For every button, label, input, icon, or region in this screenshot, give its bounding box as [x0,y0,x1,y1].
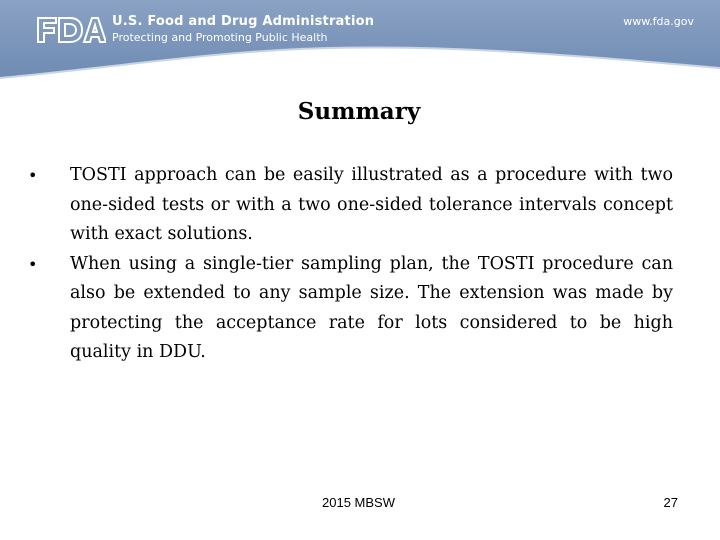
header-banner [0,0,720,80]
bullet-item [28,161,673,250]
agency-tagline: Protecting and Promoting Public Health [112,31,328,44]
page-number: 27 [663,495,678,510]
bullet-marker: • [28,166,38,185]
bullet-item [28,250,673,368]
website-link[interactable]: www.fda.gov [623,15,694,28]
slide-title: Summary [297,98,421,125]
fda-logo-icon [36,16,106,44]
agency-name: U.S. Food and Drug Administration [112,14,375,29]
footer-event-label: 2015 MBSW [322,495,395,510]
bullet-text: TOSTI approach can be easily illustrated as a procedure with two one-sided tests or with a two one-sided tolerance intervals concept with exact solutions. [70,165,673,244]
bullet-list [28,161,673,368]
bullet-text: When using a single-tier sampling plan, the TOSTI procedure can also be extended to any sample size. The extension was made by protecting the acceptance rate for lots considered to be high quality in DDU. [70,253,673,362]
header-band-graphic [0,0,720,80]
bullet-marker: • [28,254,38,274]
